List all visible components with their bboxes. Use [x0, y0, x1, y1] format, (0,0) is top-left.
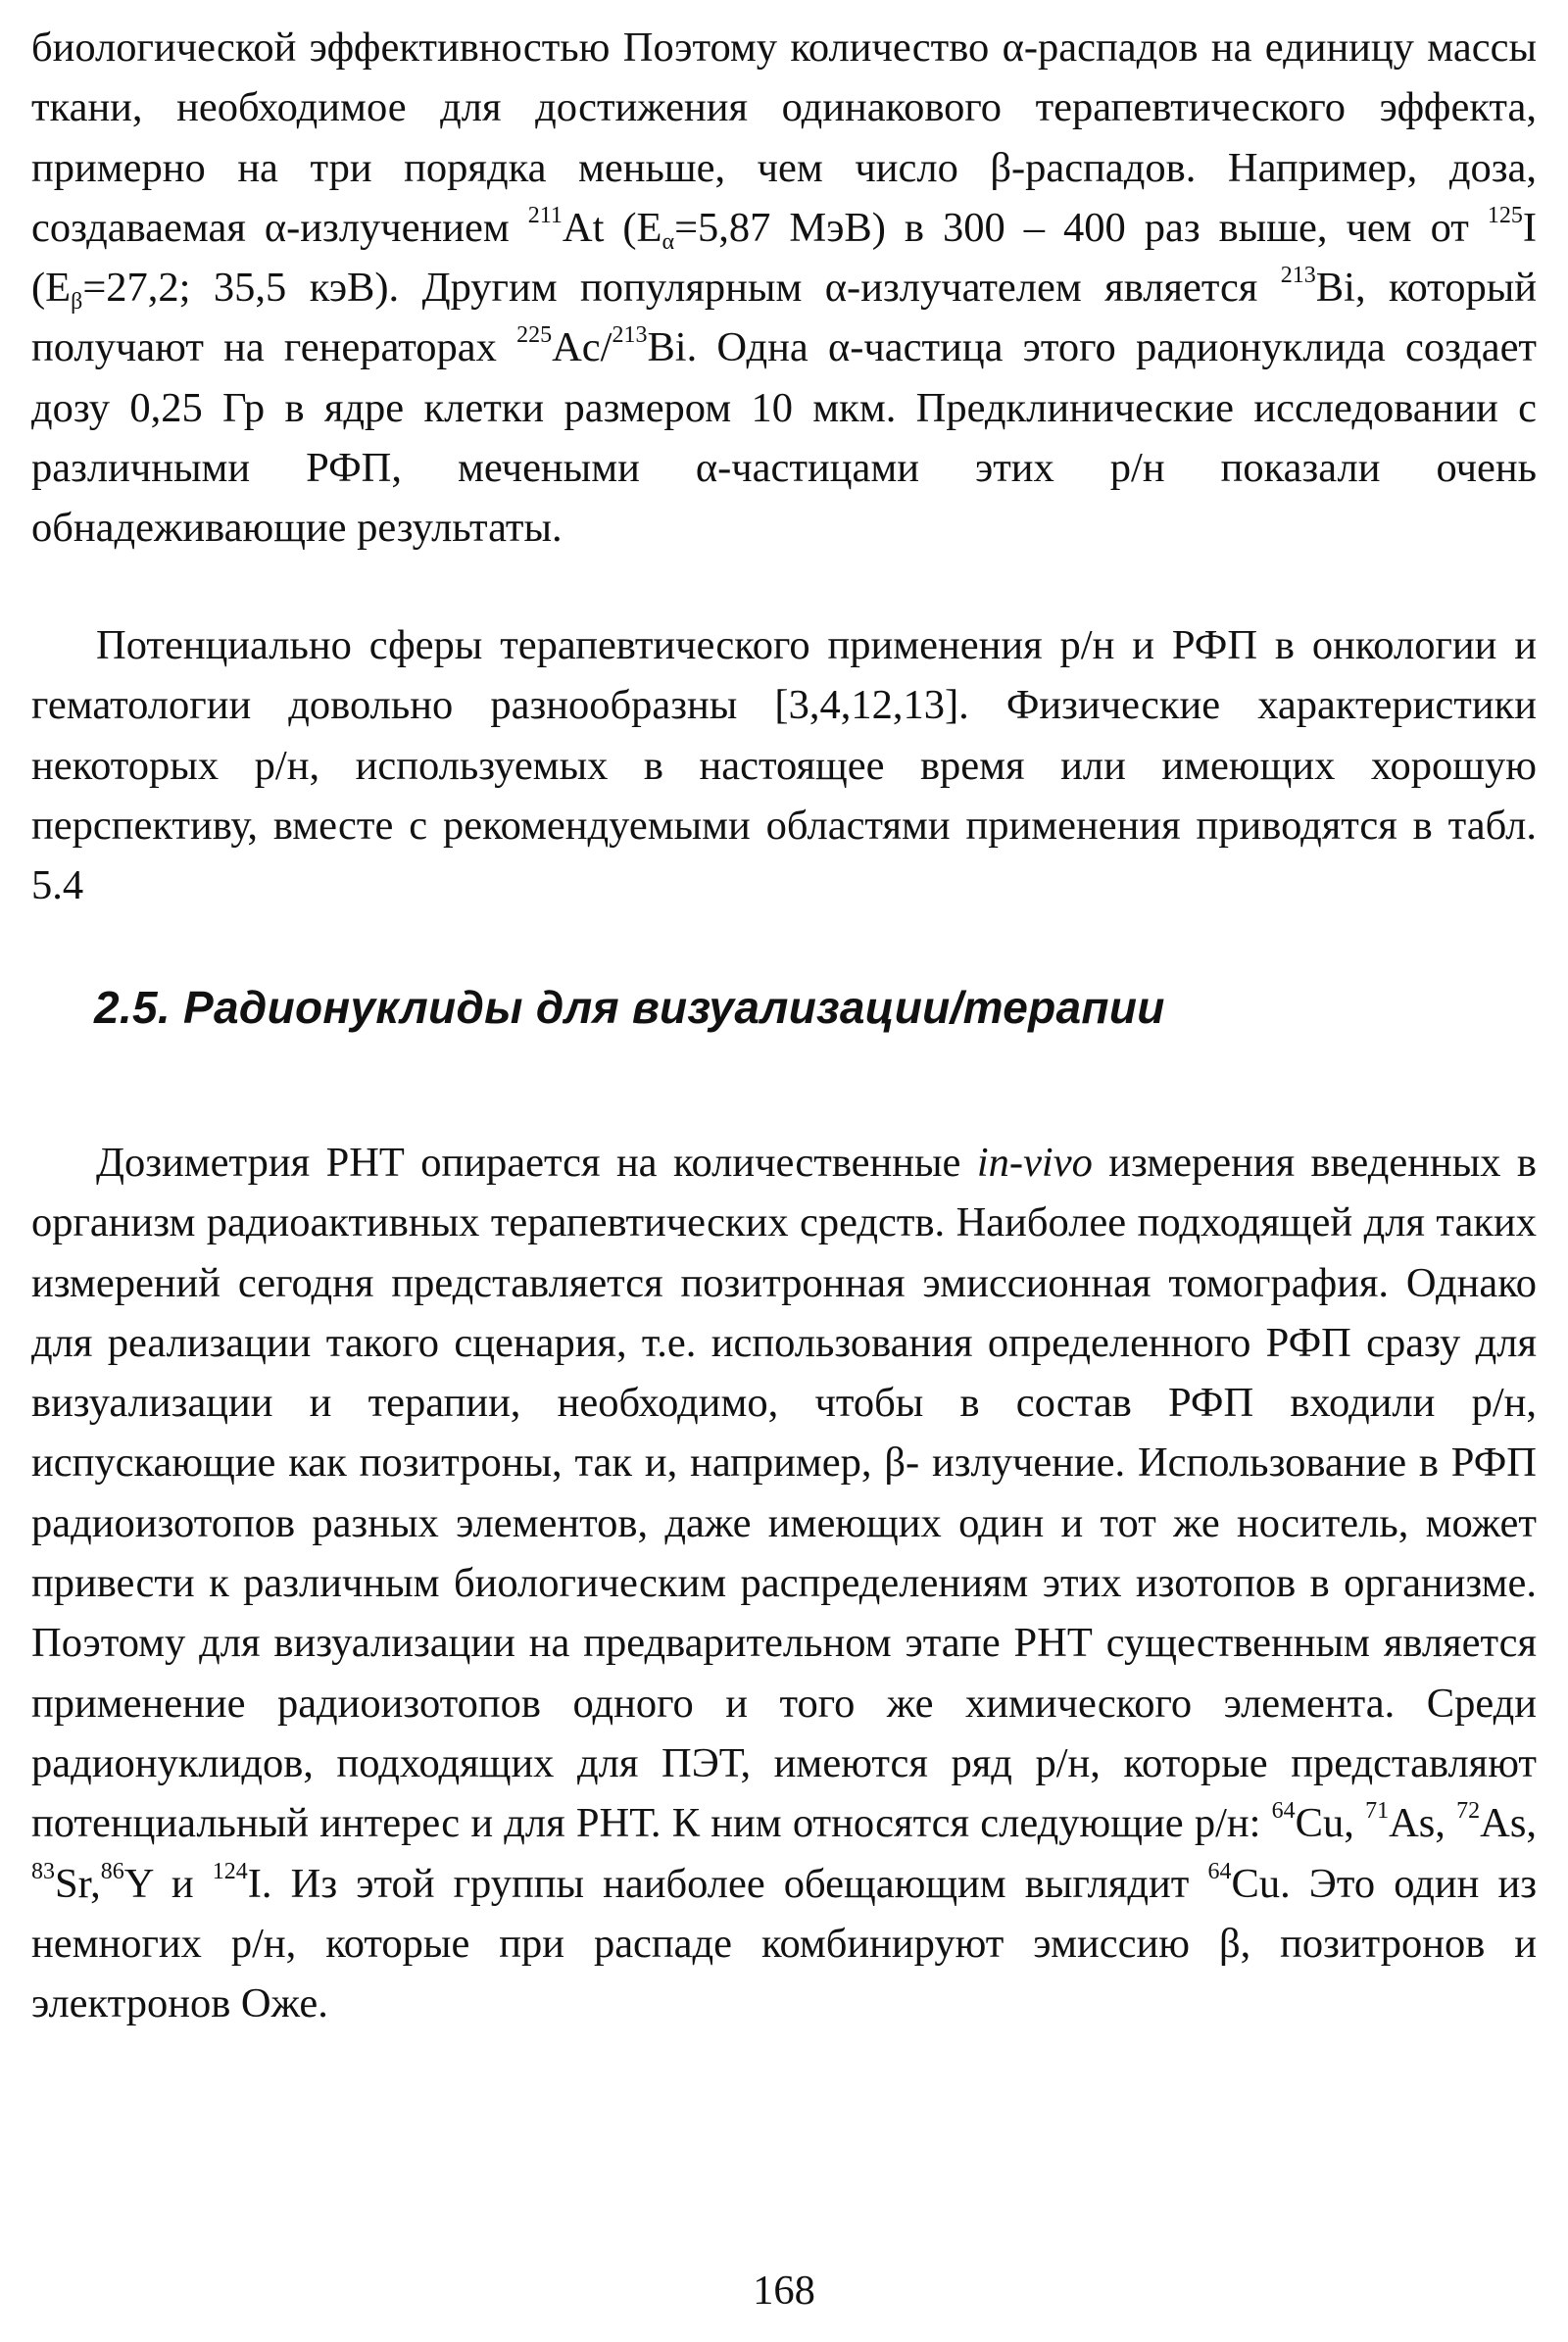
text-run: I (E [31, 204, 1537, 312]
text-run: биологической эффективностью Поэтому количество α-распадов на единицу массы ткани, необходимое для достижения одинакового терапевтического эффекта, примерно на три порядка меньше, чем число β-распадов. Например, доза, создаваемая α-излучением [31, 24, 1537, 251]
energy-subscript: β [71, 289, 83, 316]
text-run: As, [1389, 1800, 1457, 1847]
isotope-mass-number: 86 [100, 1858, 124, 1884]
isotope-mass-number: 72 [1456, 1798, 1481, 1825]
text-run: =5,87 МэВ) в 300 – 400 раз выше, чем от [674, 204, 1488, 251]
text-run: As, [1480, 1800, 1537, 1847]
paragraph-applications: Потенциально сферы терапевтического применения р/н и РФП в онкологии и гематологии довольно разнообразны [3,4,12,13]. Физические характеристики некоторых р/н, используемых в настоящее время или имеющих хорошую перспективу, вместе с рекомендуемыми областями применения приводятся в табл. 5.4 [31, 622, 1537, 909]
section-heading: 2.5. Радионуклиды для визуализации/терапии [94, 982, 1165, 1033]
italic-term: in-vivo [976, 1140, 1093, 1186]
page-number: 168 [753, 2268, 815, 2314]
text-run: Cu. Это один из немногих р/н, которые при распаде комбинируют эмиссию β, позитронов и электронов Оже. [31, 1860, 1537, 2027]
text-run: At (E [562, 204, 662, 251]
text-run: Bi. Одна α-частица этого радионуклида создает дозу 0,25 Гр в ядре клетки размером 10 мкм. Предклинические исследовании с различными РФП, мечеными α-частицами этих р/н показали очень обнадеживающие результаты. [31, 324, 1538, 552]
isotope-mass-number: 125 [1487, 202, 1523, 228]
paragraph-alpha-emitters [31, 18, 1537, 559]
energy-subscript: α [662, 228, 675, 255]
text-run: Cu, [1295, 1800, 1366, 1847]
isotope-mass-number: 213 [1280, 263, 1316, 289]
isotope-mass-number: 64 [1271, 1798, 1296, 1825]
text-run: Sr, [55, 1860, 101, 1907]
text-run: I. Из этой группы наиболее обещающим выглядит [247, 1860, 1208, 1907]
isotope-mass-number: 83 [31, 1858, 55, 1884]
text-run: Bi, который получают на генераторах [31, 265, 1537, 371]
text-run: =27,2; 35,5 кэВ). Другим популярным α-излучателем является [82, 265, 1281, 312]
isotope-mass-number: 71 [1365, 1798, 1390, 1825]
isotope-mass-number: 213 [612, 322, 648, 349]
paragraph-dosimetry [31, 1133, 1537, 2033]
isotope-mass-number: 225 [516, 322, 553, 349]
text-run: Ac/ [552, 324, 612, 371]
text-run: Дозиметрия РНТ опирается на количественные [96, 1140, 977, 1186]
isotope-mass-number: 211 [527, 202, 563, 228]
isotope-mass-number: 64 [1207, 1858, 1232, 1884]
text-run: измерения введенных в организм радиоактивных терапевтических средств. Наиболее подходящей для таких измерений сегодня представляется позитронная эмиссионная томография. Однако для реализации такого сценария, т.е. использования определенного РФП сразу для визуализации и терапии, необходимо, чтобы в состав РФП входили р/н, испускающие как позитроны, так и, например, β- излучение. Использование в РФП радиоизотопов разных элементов, даже имеющих один и тот же носитель, может привести к различным биологическим распределениям этих изотопов в организме. Поэтому для визуализации на предварительном этапе РНТ существенным является применение радиоизотопов одного и того же химического элемента. Среди радионуклидов, подходящих для ПЭТ, имеются ряд р/н, которые представляют потенциальный интерес и для РНТ. К ним относятся следующие р/н: [31, 1140, 1537, 1847]
document-page [31, 18, 1537, 2320]
text-run: Y и [123, 1860, 213, 1907]
isotope-mass-number: 124 [212, 1858, 248, 1884]
